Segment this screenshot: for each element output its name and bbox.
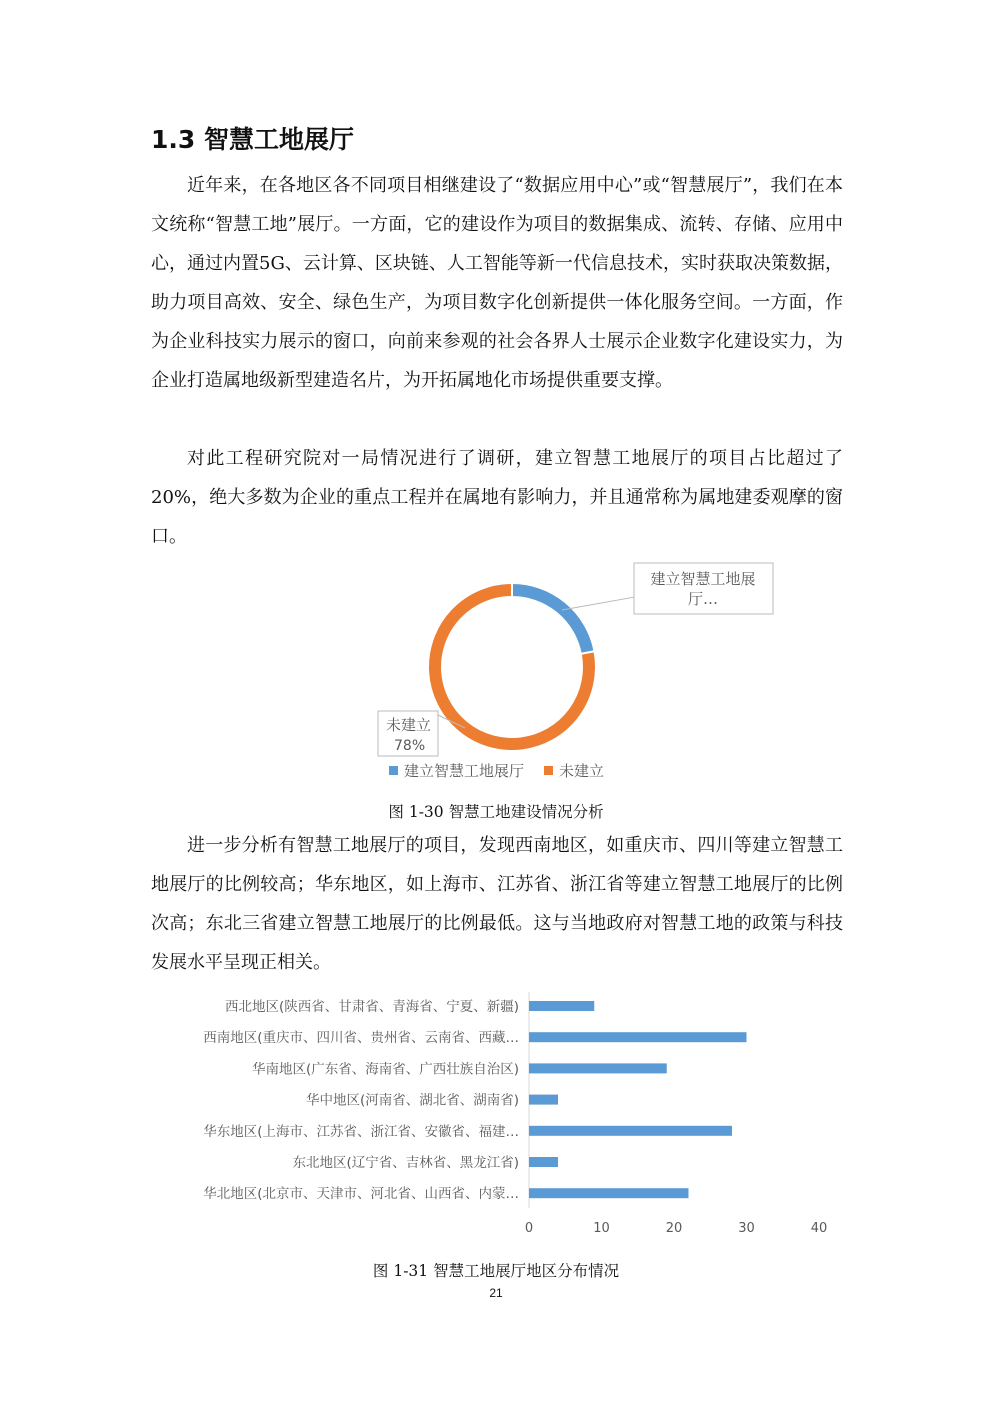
data-label-2-name: 未建立 <box>386 716 432 734</box>
paragraph-3: 进一步分析有智慧工地展厅的项目，发现西南地区，如重庆市、四川等建立智慧工地展厅的比例较高；华东地区，如上海市、江苏省、浙江省等建立智慧工地展厅的比例次高；东北三省建立智慧工地展厅的比例最低。这与当地政府对智慧工地的政策与科技发展水平呈现正相关。 <box>151 835 843 973</box>
paragraph-1: 近年来，在各地区各不同项目相继建设了“数据应用中心”或“智慧展厅”，我们在本文统称“智慧工地”展厅。一方面，它的建设作为项目的数据集成、流转、存储、应用中心，通过内置5G、云计算、区块链、人工智能等新一代信息技术，实时获取决策数据，助力项目高效、安全、绿色生产，为项目数字化创新提供一体化服务空间。一方面，作为企业科技实力展示的窗口，向前来参观的社会各界人士展示企业数字化建设实力，为企业打造属地级新型建造名片，为开拓属地化市场提供重要支撑。 <box>151 175 843 391</box>
x-tick-label: 40 <box>810 1221 828 1236</box>
page-number: 21 <box>489 1286 503 1300</box>
bar-4 <box>529 1095 558 1105</box>
bar-chart <box>0 990 992 1240</box>
data-label-2-pct: 78% <box>394 738 426 754</box>
figure-caption-1-31: 图 1-31 智慧工地展厅地区分布情况 <box>372 1262 620 1280</box>
bar-2 <box>529 1032 747 1042</box>
category-label: 华中地区(河南省、湖北省、湖南省) <box>305 1092 519 1109</box>
bar-5 <box>529 1126 732 1136</box>
category-label: 华东地区(上海市、江苏省、浙江省、安徽省、福建… <box>203 1123 519 1140</box>
x-tick-label: 30 <box>738 1221 755 1236</box>
category-label: 西北地区(陕西省、甘肃省、青海省、宁夏、新疆) <box>224 999 519 1015</box>
bar-3 <box>529 1063 667 1073</box>
legend-swatch-1 <box>389 766 398 775</box>
legend-label-1: 建立智慧工地展厅 <box>404 762 525 780</box>
paragraph-2: 对此工程研究院对一局情况进行了调研，建立智慧工地展厅的项目占比超过了 20%，绝大多数为企业的重点工程并在属地有影响力，并且通常称为属地建委观摩的窗口。 <box>151 448 843 547</box>
figure-caption-1-30: 图 1-30 智慧工地建设情况分析 <box>388 803 604 821</box>
x-tick-label: 20 <box>665 1221 683 1236</box>
donut-chart <box>0 550 992 795</box>
legend-swatch-2 <box>544 766 553 775</box>
category-label: 华南地区(广东省、海南省、广西壮族自治区) <box>251 1061 519 1078</box>
donut-slice-1 <box>512 583 595 654</box>
bar-7 <box>529 1188 689 1198</box>
section-heading: 1.3 智慧工地展厅 <box>151 125 354 154</box>
data-label-1-line1: 建立智慧工地展 <box>650 570 756 588</box>
category-label: 华北地区(北京市、天津市、河北省、山西省、内蒙… <box>203 1186 519 1203</box>
category-label: 东北地区(辽宁省、吉林省、黑龙江省) <box>292 1155 519 1171</box>
leader-line-1 <box>562 596 635 610</box>
x-tick-label: 10 <box>593 1221 610 1236</box>
bar-1 <box>529 1001 594 1011</box>
category-label: 西南地区(重庆市、四川省、贵州省、云南省、西藏… <box>203 1030 519 1047</box>
bar-6 <box>529 1157 558 1167</box>
legend-label-2: 未建立 <box>559 762 605 780</box>
data-label-1-line2: 厅… <box>687 590 719 608</box>
x-tick-label: 0 <box>524 1221 534 1236</box>
